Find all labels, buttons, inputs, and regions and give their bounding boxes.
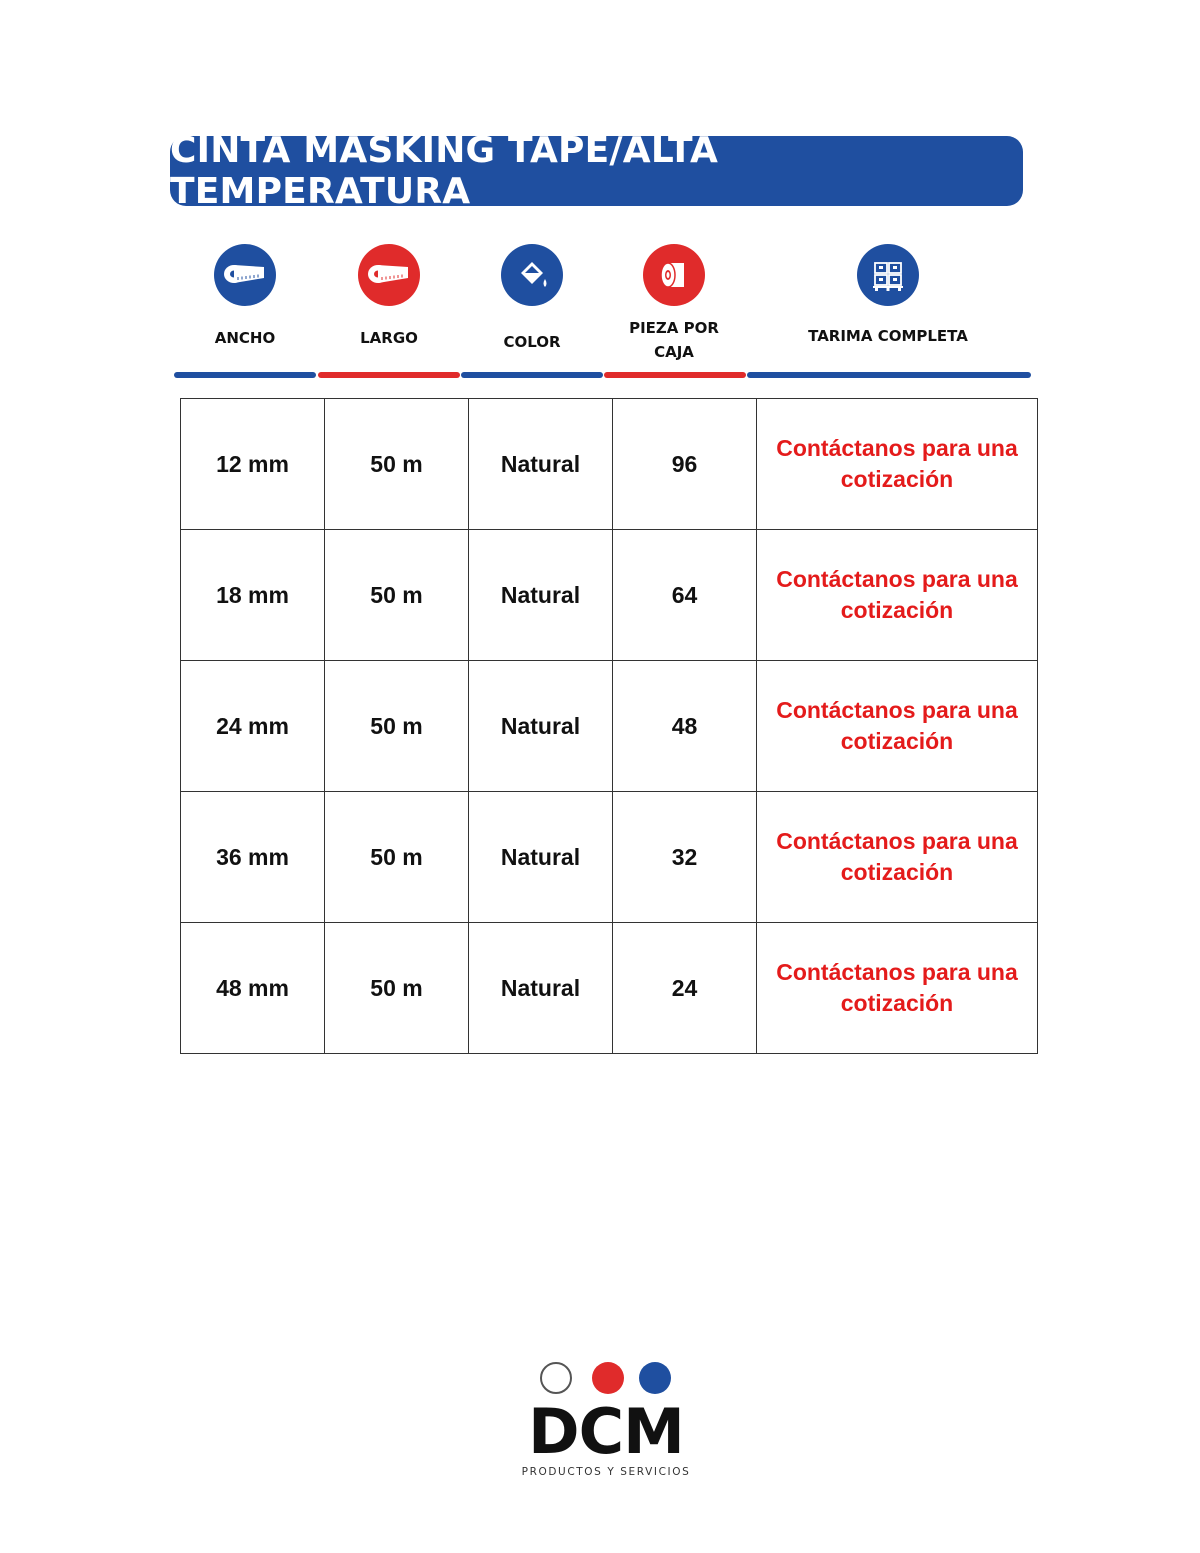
cell-ancho: 18 mm — [181, 530, 325, 661]
quote-line2: cotización — [840, 466, 954, 492]
header-divider-blue — [461, 372, 603, 378]
measuring-tape-icon — [358, 244, 420, 306]
logo-dot-blue — [639, 1362, 671, 1394]
quote-line1: Contáctanos para una — [776, 697, 1018, 723]
paint-bucket-icon — [501, 244, 563, 306]
cell-largo: 50 m — [325, 661, 469, 792]
quote-line1: Contáctanos para una — [776, 435, 1018, 461]
quote-line1: Contáctanos para una — [776, 959, 1018, 985]
table-row — [181, 661, 1038, 792]
cell-ancho: 36 mm — [181, 792, 325, 923]
quote-line2: cotización — [840, 728, 954, 754]
cell-color: Natural — [469, 661, 613, 792]
header-label-line1: PIEZA POR — [629, 319, 719, 337]
measuring-tape-icon — [214, 244, 276, 306]
tape-roll-icon — [643, 244, 705, 306]
header-label: ANCHO — [214, 329, 276, 347]
logo-tagline: PRODUCTOS Y SERVICIOS — [521, 1466, 691, 1478]
quote-line1: Contáctanos para una — [776, 828, 1018, 854]
header-tarima-completa — [808, 244, 968, 345]
table-row — [181, 530, 1038, 661]
header-largo — [357, 244, 421, 347]
header-pieza-por-caja — [629, 244, 719, 361]
table-row — [181, 792, 1038, 923]
header-label: COLOR — [503, 333, 561, 351]
quote-line2: cotización — [840, 990, 954, 1016]
cell-largo: 50 m — [325, 792, 469, 923]
cell-ancho: 12 mm — [181, 399, 325, 530]
cell-color: Natural — [469, 923, 613, 1054]
table-row — [181, 399, 1038, 530]
cell-tarima-quote — [757, 792, 1038, 923]
cell-tarima-quote — [757, 923, 1038, 1054]
cell-tarima-quote — [757, 661, 1038, 792]
header-label: TARIMA COMPLETA — [808, 327, 968, 345]
cell-color: Natural — [469, 530, 613, 661]
spec-table — [180, 398, 1038, 1054]
logo-dot-white — [540, 1362, 572, 1394]
cell-largo: 50 m — [325, 923, 469, 1054]
header-label-line2: CAJA — [654, 343, 694, 361]
cell-ancho: 48 mm — [181, 923, 325, 1054]
header-ancho — [212, 244, 278, 347]
cell-largo: 50 m — [325, 530, 469, 661]
table-row — [181, 923, 1038, 1054]
cell-piezas: 32 — [613, 792, 757, 923]
cell-largo: 50 m — [325, 399, 469, 530]
header-divider-blue — [747, 372, 1031, 378]
pallet-boxes-icon — [857, 244, 919, 306]
cell-color: Natural — [469, 399, 613, 530]
header-divider-red — [604, 372, 746, 378]
cell-tarima-quote — [757, 399, 1038, 530]
header-divider-red — [318, 372, 460, 378]
header-label: LARGO — [360, 329, 418, 347]
logo-name: DCM — [528, 1395, 684, 1468]
cell-tarima-quote — [757, 530, 1038, 661]
cell-piezas: 24 — [613, 923, 757, 1054]
cell-piezas: 64 — [613, 530, 757, 661]
header-color — [500, 244, 564, 351]
logo-dots — [540, 1362, 680, 1396]
cell-piezas: 96 — [613, 399, 757, 530]
quote-line2: cotización — [840, 859, 954, 885]
quote-line2: cotización — [840, 597, 954, 623]
header-divider-blue — [174, 372, 316, 378]
page-title: CINTA MASKING TAPE/ALTA TEMPERATURA — [170, 130, 719, 212]
title-banner — [170, 130, 1023, 212]
cell-piezas: 48 — [613, 661, 757, 792]
cell-color: Natural — [469, 792, 613, 923]
quote-line1: Contáctanos para una — [776, 566, 1018, 592]
cell-ancho: 24 mm — [181, 661, 325, 792]
logo-dot-red — [592, 1362, 624, 1394]
